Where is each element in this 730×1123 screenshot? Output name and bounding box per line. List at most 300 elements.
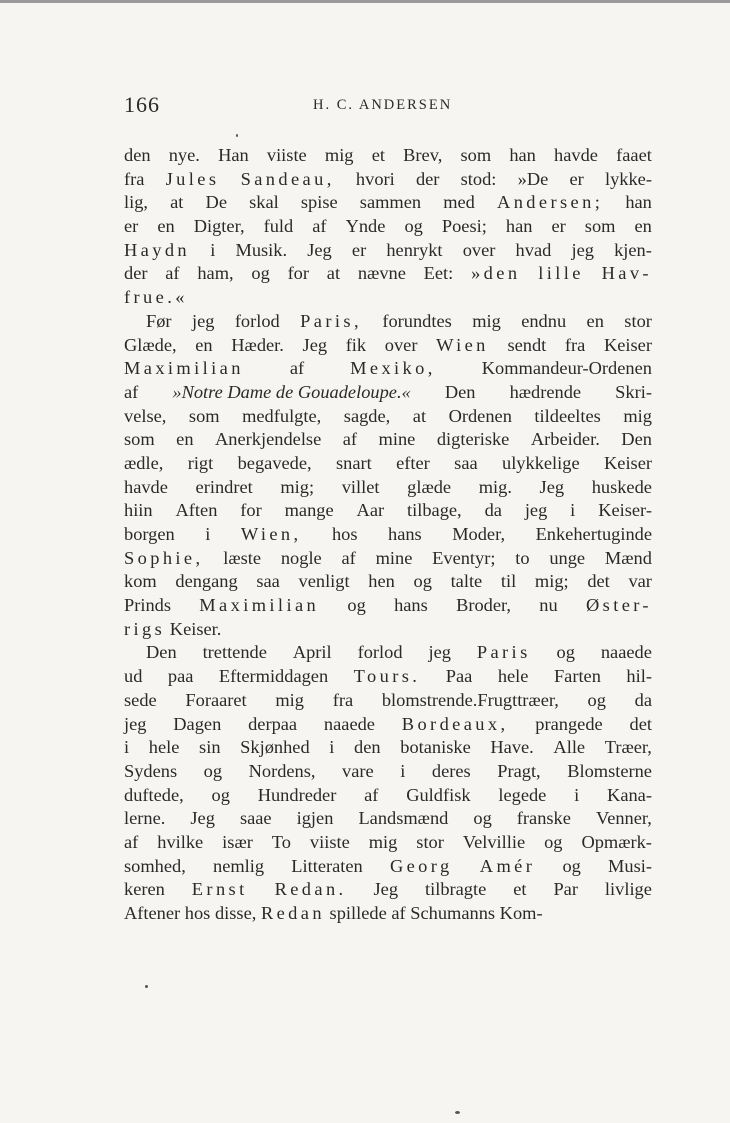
word: Have. <box>490 737 534 758</box>
word: da <box>484 500 502 521</box>
word: fuld <box>263 216 294 237</box>
word: og <box>587 689 606 710</box>
word: og <box>203 760 223 781</box>
word: »Notre Dame de Gouadeloupe.« <box>172 381 411 402</box>
text-line <box>124 168 652 192</box>
word: af <box>391 903 406 923</box>
word: Jeg <box>190 808 215 829</box>
word: rigt <box>187 452 214 473</box>
word: og <box>211 784 230 805</box>
word: Wien <box>436 334 489 355</box>
word: at <box>170 192 184 213</box>
word: da <box>634 689 652 710</box>
word: i <box>205 524 211 544</box>
text-line <box>124 310 652 334</box>
word: hans <box>388 524 422 544</box>
word: mange <box>284 500 334 521</box>
word: Jeg <box>539 476 565 497</box>
word: mig <box>275 689 304 710</box>
word: naaede <box>600 642 652 663</box>
word: hædrende <box>509 381 582 402</box>
word: og <box>473 808 492 829</box>
word: Øster- <box>585 595 652 616</box>
word: Kana- <box>607 784 652 805</box>
text-line <box>124 736 652 760</box>
word: Broder, <box>456 595 511 616</box>
word: dengang <box>175 571 238 592</box>
word: Musik. <box>235 239 288 260</box>
word: talte <box>450 571 483 592</box>
word: Paa <box>445 666 473 687</box>
word: ædle, <box>124 452 164 473</box>
text-line <box>124 618 652 642</box>
word: i <box>400 760 406 781</box>
word: et <box>513 879 527 900</box>
word: hvad <box>515 239 552 260</box>
word: keren <box>124 879 165 900</box>
paragraph <box>124 144 652 310</box>
word: velse, <box>124 405 167 426</box>
word: botaniske <box>400 737 471 758</box>
word: Schumanns <box>410 903 496 923</box>
word: Velvillie <box>462 831 526 852</box>
word: Guldfisk <box>406 784 471 805</box>
word: og <box>544 831 563 852</box>
word: er <box>124 216 139 237</box>
word: Jeg <box>373 879 399 900</box>
word: Før <box>146 310 172 331</box>
word: lille <box>538 263 584 284</box>
word: April <box>292 642 332 663</box>
word: af <box>165 263 180 284</box>
word: en <box>195 334 213 355</box>
word: nogle <box>280 547 322 568</box>
word: huskede <box>591 476 652 497</box>
word: Bordeaux, <box>401 713 509 734</box>
page-top-edge <box>0 0 730 3</box>
word: Den <box>146 642 177 663</box>
word: mig; <box>534 571 569 592</box>
word: frue.« <box>124 287 188 308</box>
word: jeg <box>571 239 594 260</box>
word: mig <box>472 310 501 331</box>
word: det <box>587 571 610 592</box>
word: i <box>329 737 335 758</box>
word: somhed, <box>124 855 186 876</box>
word: rigs <box>124 618 166 639</box>
word: lykke- <box>604 168 652 189</box>
text-line <box>124 689 652 713</box>
word: lerne. <box>124 808 166 829</box>
word: hen <box>368 571 395 592</box>
word: en <box>157 216 175 237</box>
word: Ordenen <box>448 405 512 426</box>
word: Han <box>218 145 249 165</box>
page-number: 166 <box>124 92 160 117</box>
word: ud <box>124 666 143 687</box>
word: nemlig <box>213 855 265 876</box>
word: af <box>342 429 358 450</box>
word: Keiser. <box>169 618 222 639</box>
word: Maximilian <box>199 595 320 616</box>
word: og <box>251 263 270 284</box>
word: unge <box>549 547 586 568</box>
word: Ernst <box>191 879 248 900</box>
word: Kom- <box>499 903 543 923</box>
word: mig <box>623 405 652 426</box>
word: Hundreder <box>257 784 337 805</box>
word: og <box>404 216 423 237</box>
word: Alle <box>553 737 586 758</box>
word: at <box>326 263 341 284</box>
word: paa <box>167 666 194 687</box>
text-line <box>124 452 652 476</box>
word: havde <box>554 145 598 165</box>
text-line <box>124 594 652 618</box>
word: hvori <box>355 168 395 189</box>
word: hele <box>148 737 180 758</box>
text-line <box>124 476 652 500</box>
word: Moder, <box>452 524 506 544</box>
word: Haydn <box>124 239 191 260</box>
word: Træer, <box>604 737 652 758</box>
word: af <box>289 358 305 379</box>
word: derpaa <box>248 713 298 734</box>
text-line <box>124 523 652 547</box>
word: stod: <box>460 168 497 189</box>
word: Mænd <box>604 547 652 568</box>
word: i <box>210 239 216 260</box>
word: Den <box>621 429 652 450</box>
word: fra <box>564 334 586 355</box>
word: venligt <box>298 571 350 592</box>
text-line <box>124 191 652 215</box>
word: legede <box>498 784 547 805</box>
text-line <box>124 357 652 381</box>
word: jeg <box>524 500 548 521</box>
word: mine <box>378 429 416 450</box>
word: fra <box>124 168 145 189</box>
word: er <box>551 216 566 237</box>
word: Jeg <box>302 334 328 355</box>
word: Aften <box>175 500 218 521</box>
word: fra <box>332 689 354 710</box>
word: Arbeider. <box>530 429 600 450</box>
word: stor <box>624 310 652 331</box>
word: jeg <box>428 642 451 663</box>
word: især <box>222 831 253 852</box>
word: som <box>584 216 616 237</box>
word: Den <box>444 381 476 402</box>
print-speck <box>455 1111 460 1114</box>
word: hiin <box>124 500 153 521</box>
text-line <box>124 499 652 523</box>
word: Aftener <box>124 903 181 923</box>
word: Kommandeur-Ordenen <box>481 358 652 379</box>
word: der <box>124 263 148 284</box>
text-line <box>124 807 652 831</box>
word: hvilke <box>157 831 204 852</box>
word: Enkehertuginde <box>535 524 652 544</box>
word: kom <box>124 571 157 592</box>
word: en <box>176 429 194 450</box>
word: ham, <box>197 263 234 284</box>
text-line <box>124 262 652 286</box>
word: Maximilian <box>124 358 244 379</box>
word: igjen <box>296 808 334 829</box>
word: tilbragte <box>424 879 487 900</box>
word: prangede <box>535 713 603 734</box>
word: og <box>562 855 581 876</box>
word: den <box>354 737 381 758</box>
word: er <box>569 168 584 189</box>
word: og <box>347 595 366 616</box>
word: jeg <box>191 310 215 331</box>
word: Digter, <box>193 216 245 237</box>
word: sin <box>199 737 221 758</box>
word: medfulgte, <box>242 405 322 426</box>
word: for <box>287 263 310 284</box>
word: og <box>556 642 575 663</box>
word: blomstrende.Frugttræer, <box>381 689 559 710</box>
word: faaet <box>616 145 652 165</box>
word: henrykt <box>386 239 443 260</box>
word: Sophie, <box>124 547 204 568</box>
paragraph <box>124 641 652 925</box>
word: nu <box>539 595 558 616</box>
word: saae <box>239 808 272 829</box>
word: efter <box>396 452 430 473</box>
text-line <box>124 144 652 168</box>
word: over <box>462 239 496 260</box>
text-line <box>124 239 652 263</box>
word: Aar <box>356 500 385 521</box>
word: i <box>570 500 576 521</box>
word: duftede, <box>124 784 184 805</box>
word: digteriske <box>436 429 510 450</box>
word: af <box>124 831 139 852</box>
word: sendt <box>507 334 547 355</box>
word: Musi- <box>608 855 652 876</box>
word: viiste <box>309 831 350 852</box>
word: begavede, <box>237 452 312 473</box>
word: Tours. <box>353 666 421 687</box>
word: lig, <box>124 192 149 213</box>
text-line <box>124 547 652 571</box>
word: Venner, <box>595 808 652 829</box>
word: borgen <box>124 524 175 544</box>
word: Eftermiddagen <box>218 666 329 687</box>
word: en <box>586 310 604 331</box>
text-line <box>124 713 652 737</box>
word: Eventyr; <box>432 547 496 568</box>
text-line <box>124 784 652 808</box>
word: som <box>124 429 155 450</box>
word: Anerkjendelse <box>215 429 322 450</box>
word: af <box>341 547 356 568</box>
word: en <box>634 216 652 237</box>
word: De <box>205 192 227 213</box>
word: Litteraten <box>291 855 363 876</box>
word: over <box>384 334 418 355</box>
word: mine <box>375 547 413 568</box>
word: af <box>124 381 139 402</box>
word: Hav- <box>601 263 652 284</box>
word: Eet: <box>423 263 454 284</box>
word: tildeeltes <box>534 405 601 426</box>
word: han <box>505 216 533 237</box>
word: saa <box>256 571 280 592</box>
word: der <box>415 168 440 189</box>
word: Glæde, <box>124 334 177 355</box>
word: livlige <box>604 879 652 900</box>
word: disse, <box>214 903 257 923</box>
word: erindret <box>195 476 253 497</box>
word: et <box>371 145 385 165</box>
word: havde <box>124 476 168 497</box>
word: stor <box>416 831 444 852</box>
word: det <box>629 713 652 734</box>
word: mig <box>368 831 398 852</box>
word: ulykkelige <box>502 452 580 473</box>
word: sagde, <box>343 405 391 426</box>
word: villet <box>341 476 380 497</box>
text-line <box>124 381 652 405</box>
word: for <box>240 500 262 521</box>
word: i <box>124 737 130 758</box>
word: Ynde <box>345 216 386 237</box>
word: Dagen <box>173 713 222 734</box>
word: jeg <box>124 713 147 734</box>
word: som <box>460 145 492 165</box>
word: Jeg <box>307 239 332 260</box>
word: Nordens, <box>248 760 316 781</box>
word: han <box>625 192 652 213</box>
word: endnu <box>521 310 567 331</box>
word: at <box>412 405 427 426</box>
word: han <box>509 145 536 165</box>
text-line <box>124 334 652 358</box>
word: Poesi; <box>441 216 487 237</box>
word: hans <box>394 595 428 616</box>
word: kjen- <box>614 239 652 260</box>
text-line <box>124 570 652 594</box>
page-header <box>124 92 654 122</box>
word: Pragt, <box>497 760 541 781</box>
word: Paris <box>476 642 531 663</box>
text-line <box>124 665 652 689</box>
word: hos <box>331 524 358 544</box>
print-speck <box>145 985 148 988</box>
paragraph <box>124 310 652 642</box>
text-line <box>124 286 652 310</box>
word: vare <box>342 760 374 781</box>
word: Sydens <box>124 760 178 781</box>
word: fik <box>345 334 367 355</box>
word: mig; <box>280 476 315 497</box>
text-line <box>124 641 652 665</box>
word: sede <box>124 689 157 710</box>
text-line <box>124 902 652 926</box>
word: den <box>124 145 151 165</box>
word: Keiser <box>603 334 652 355</box>
word: Hæder. <box>231 334 284 355</box>
word: tilbage, <box>407 500 462 521</box>
word: af <box>364 784 379 805</box>
word: Amér <box>479 855 536 876</box>
word: er <box>351 239 367 260</box>
text-line <box>124 855 652 879</box>
word: læste <box>223 547 262 568</box>
word: Paris, <box>300 310 362 331</box>
word: franske <box>516 808 571 829</box>
word: Prinds <box>124 595 172 616</box>
word: Foraaret <box>185 689 247 710</box>
word: to <box>515 547 530 568</box>
word: sammen <box>359 192 422 213</box>
word: af <box>312 216 327 237</box>
word: Par <box>553 879 578 900</box>
text-line <box>124 760 652 784</box>
word: Opmærk- <box>581 831 652 852</box>
text-line <box>124 831 652 855</box>
word: naaede <box>323 713 375 734</box>
word: snart <box>336 452 372 473</box>
word: Skjønhed <box>240 737 310 758</box>
print-speck <box>236 134 238 137</box>
body-text <box>124 144 652 926</box>
word: Keiser- <box>598 500 652 521</box>
word: viiste <box>266 145 307 165</box>
word: spillede <box>329 903 387 923</box>
word: skal <box>249 192 279 213</box>
word: Keiser <box>604 452 652 473</box>
word: saa <box>454 452 478 473</box>
word: mig <box>324 145 354 165</box>
word: nye. <box>168 145 200 165</box>
word: Sandeau, <box>240 168 335 189</box>
running-title: H. C. ANDERSEN <box>313 97 453 113</box>
word: Andersen; <box>497 192 604 213</box>
word: »De <box>517 168 549 189</box>
word: med <box>443 192 475 213</box>
word: To <box>271 831 291 852</box>
word: Redan <box>260 903 325 923</box>
word: Landsmænd <box>358 808 449 829</box>
word: Wien, <box>240 524 302 544</box>
word: forlod <box>357 642 403 663</box>
word: glæde <box>407 476 452 497</box>
word: Jules <box>165 168 220 189</box>
word: til <box>500 571 517 592</box>
word: spise <box>300 192 338 213</box>
word: var <box>628 571 652 592</box>
word: Georg <box>389 855 453 876</box>
word: hil- <box>626 666 652 687</box>
text-line <box>124 878 652 902</box>
word: mig. <box>478 476 512 497</box>
text-line <box>124 428 652 452</box>
word: Skri- <box>615 381 652 402</box>
word: Farten <box>553 666 601 687</box>
word: nævne <box>357 263 406 284</box>
word: hele <box>497 666 529 687</box>
word: og <box>413 571 432 592</box>
word: Mexiko, <box>350 358 436 379</box>
word: hos <box>184 903 211 923</box>
word: forundtes <box>382 310 452 331</box>
text-line <box>124 405 652 429</box>
